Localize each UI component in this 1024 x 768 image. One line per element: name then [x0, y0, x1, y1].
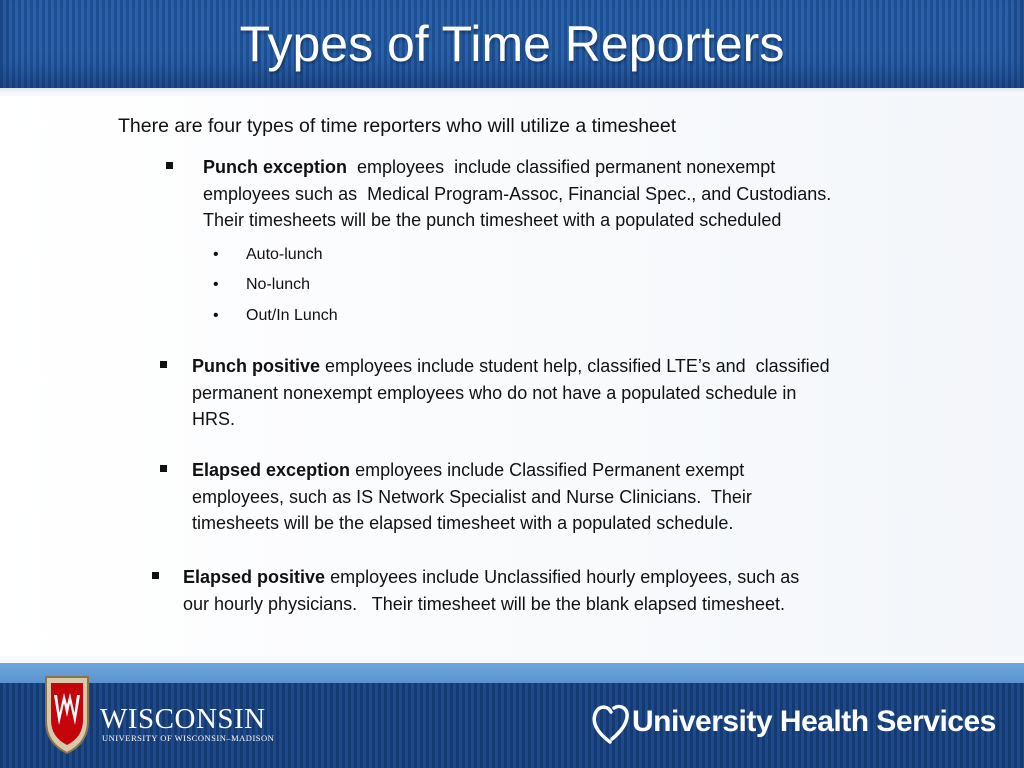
square-bullet-icon	[160, 465, 167, 472]
item-term: Punch exception	[203, 157, 348, 177]
bullet-dot-icon: •	[213, 307, 219, 324]
title-bar-divider	[0, 88, 1024, 93]
list-item-elapsed-exception	[192, 457, 932, 537]
item-term: Punch positive	[192, 356, 321, 376]
item-text: HRS.	[192, 409, 236, 429]
item-text: employees include Unclassified hourly employees, such as	[325, 567, 800, 587]
bullet-dot-icon: •	[213, 276, 219, 293]
item-text: permanent nonexempt employees who do not have a populated schedule in	[192, 382, 797, 403]
bullet-dot-icon: •	[213, 246, 219, 263]
item-text: employees include Classified Permanent exempt	[350, 460, 745, 480]
wisconsin-crest-icon	[42, 673, 92, 757]
square-bullet-icon	[166, 162, 173, 169]
slide-title: Types of Time Reporters	[239, 16, 785, 72]
footer-accent-band	[0, 663, 1024, 683]
item-term: Elapsed exception	[192, 460, 351, 480]
list-item-elapsed-positive	[183, 564, 943, 617]
item-text: employees such as Medical Program-Assoc, Financial Spec., and Custodians.	[203, 183, 832, 204]
item-text: our hourly physicians. Their timesheet will be the blank elapsed timesheet.	[183, 593, 785, 614]
item-text: employees include classified permanent nonexempt	[347, 157, 776, 177]
sub-list-item: Auto-lunch	[246, 246, 323, 263]
item-text: employees, such as IS Network Specialist and Nurse Clinicians. Their	[192, 486, 752, 507]
uhs-heart-icon	[590, 702, 632, 746]
intro-text: There are four types of time reporters who will utilize a timesheet	[118, 115, 677, 137]
square-bullet-icon	[160, 361, 167, 368]
item-text: employees include student help, classified LTE’s and classified	[320, 356, 830, 376]
wisconsin-wordmark: WISCONSIN	[100, 703, 266, 735]
item-term: Elapsed positive	[183, 567, 326, 587]
sub-list-item: Out/In Lunch	[246, 307, 338, 324]
square-bullet-icon	[152, 572, 159, 579]
wisconsin-subtitle: UNIVERSITY OF WISCONSIN–MADISON	[102, 733, 275, 743]
item-text: timesheets will be the elapsed timesheet with a populated schedule.	[192, 513, 734, 533]
item-text: Their timesheets will be the punch timesheet with a populated scheduled	[203, 210, 782, 230]
list-item-punch-positive	[192, 353, 932, 433]
uhs-wordmark: University Health Services	[632, 705, 996, 738]
list-item-punch-exception	[203, 154, 923, 234]
sub-list-item: No-lunch	[246, 276, 311, 293]
